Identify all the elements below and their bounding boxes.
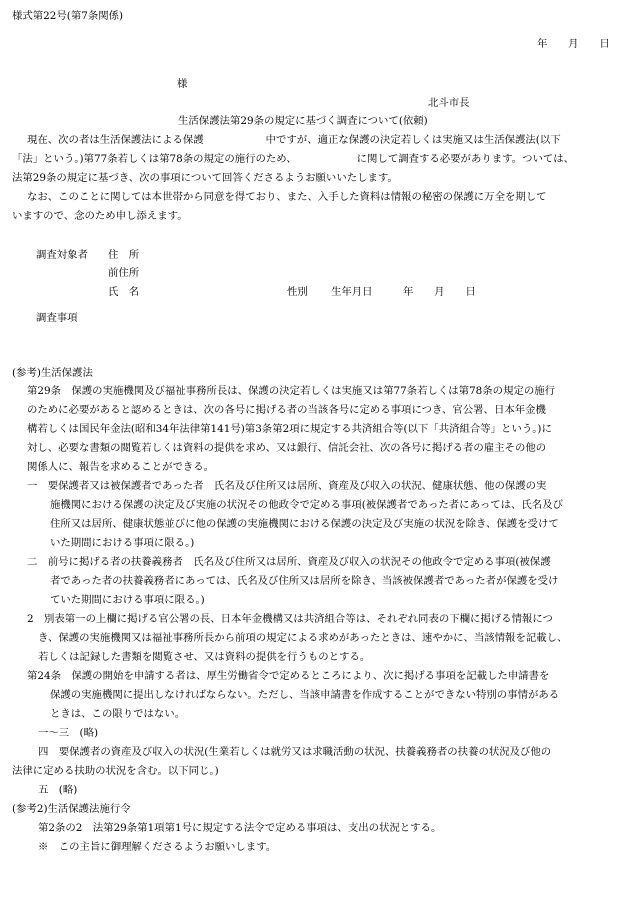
article-24-line-3: ときは、この限りではない。 bbox=[50, 708, 186, 720]
name-label: 氏 名 bbox=[108, 286, 140, 298]
item-2-line-1: 二 前号に掲げる者の扶養義務者 氏名及び住所又は居所、資産及び収入の状況その他政令で定める事項(被保護 bbox=[27, 556, 551, 568]
body-paragraph-2-line-1: なお、このことに関しては本世帯から同意を得ており、また、入手した資料は情報の秘密の保護に万全を期して bbox=[27, 191, 547, 203]
article-24-item-5: 五 (略) bbox=[38, 784, 78, 796]
address-label: 住 所 bbox=[108, 249, 140, 261]
document-title: 生活保護法第29条の規定に基づく調査について(依頼) bbox=[178, 115, 428, 127]
date-line: 年 月 日 bbox=[537, 38, 610, 50]
item-1-line-1: 一 要保護者又は被保護者であった者 氏名及び住所又は居所、資産及び収入の状況、健康状態、他の保護の実 bbox=[27, 480, 547, 492]
body-paragraph-2-line-2: いますので、念のため申し添えます。 bbox=[12, 210, 188, 222]
article-24-item-4-line-2: 法律に定める扶助の状況を含む。以下同じ。) bbox=[12, 765, 219, 777]
form-number: 様式第22号(第7条関係) bbox=[12, 10, 124, 22]
birthdate-fill: 年 月 日 bbox=[403, 286, 476, 298]
body-paragraph-1-line-3: 法第29条の規定に基づき、次の事項について回答くださるようお願いいたします。 bbox=[12, 172, 398, 184]
paragraph-2-line-2: き、保護の実施機関又は福祉事務所長から前項の規定による求めがあったときは、速やかに、当該情報を記載し、 bbox=[38, 632, 568, 644]
body-paragraph-1-line-1: 現在、次の者は生活保護法による保護 中ですが、適正な保護の決定若しくは実施又は生活保護法(以下 bbox=[27, 134, 561, 146]
item-1-line-2: 施機関における保護の決定及び実施の状況その他政令で定める事項(被保護者であった者にあっては、氏名及び bbox=[50, 499, 563, 511]
prev-address-label: 前住所 bbox=[108, 267, 140, 279]
birthdate-label: 生年月日 bbox=[331, 286, 373, 298]
paragraph-2-line-3: 若しくは記録した書類を閲覧させ、又は資料の提供を行うものとする。 bbox=[38, 651, 371, 663]
article-24-items-1-3: 一～三 (略) bbox=[38, 727, 99, 739]
article-24-line-1: 第24条 保護の開始を申請する者は、厚生労働省令で定めるところにより、次に掲げる事項を記載した申請書を bbox=[27, 670, 550, 682]
article-24-item-4-line-1: 四 要保護者の資産及び収入の状況(生業若しくは就労又は求職活動の状況、扶養義務者の扶養の状況及び他の bbox=[38, 746, 552, 758]
article-29-line-2: のために必要があると認めるときは、次の各号に掲げる者の当該各号に定める事項につき、官公署、日本年金機 bbox=[27, 404, 546, 416]
article-29-line-1: 第29条 保護の実施機関及び福祉事務所長は、保護の決定若しくは実施又は第77条若しくは第78条の規定の施行 bbox=[27, 385, 556, 397]
item-2-line-2: 者であった者の扶養義務者にあっては、氏名及び住所又は居所を除き、当該被保護者であった者が保護を受け bbox=[50, 575, 559, 587]
item-1-line-3: 住所又は居所、健康状態並びに他の保護の実施機関における保護の決定及び実施の状況を除き、保護を受けて bbox=[50, 518, 559, 530]
investigation-items-label: 調査事項 bbox=[36, 312, 78, 324]
subject-label: 調査対象者 bbox=[36, 249, 88, 261]
sender: 北斗市長 bbox=[428, 97, 470, 109]
article-29-line-4: 対し、必要な書類の閲覧若しくは資料の提供を求め、又は銀行、信託会社、次の各号に掲げる者の雇主その他の bbox=[27, 442, 547, 454]
sex-label: 性別 bbox=[287, 286, 308, 298]
closing-note: ※ この主旨に御理解くださるようお願いします。 bbox=[38, 841, 277, 853]
article-29-line-3: 構若しくは国民年金法(昭和34年法律第141号)第3条第2項に規定する共済組合等(以下「共済組合等」という。)に bbox=[27, 423, 552, 435]
item-1-line-4: いた期間における事項に限る。) bbox=[50, 537, 195, 549]
body-paragraph-1-line-2: 「法」という。)第77条若しくは第78条の規定の施行のため、 に関して調査する必要があります。ついては、 bbox=[12, 153, 575, 165]
article-24-line-2: 保護の実施機関に提出しなければならない。ただし、当該申請書を作成することができない特別の事情がある bbox=[50, 689, 560, 701]
article-29-line-5: 関係人に、報告を求めることができる。 bbox=[27, 461, 215, 473]
addressee-suffix: 様 bbox=[177, 78, 188, 90]
reference-heading: (参考)生活保護法 bbox=[12, 367, 93, 379]
paragraph-2-line-1: 2 別表第一の上欄に掲げる官公署の長、日本年金機構又は共済組合等は、それぞれ同表の下欄に掲げる情報につ bbox=[27, 613, 553, 625]
item-2-line-3: ていた期間における事項に限る。) bbox=[50, 594, 205, 606]
ordinance-article-2-2: 第2条の2 法第29条第1項第1号に規定する法令で定める事項は、支出の状況とする。 bbox=[38, 822, 442, 834]
reference-2-heading: (参考2)生活保護法施行令 bbox=[12, 803, 131, 815]
